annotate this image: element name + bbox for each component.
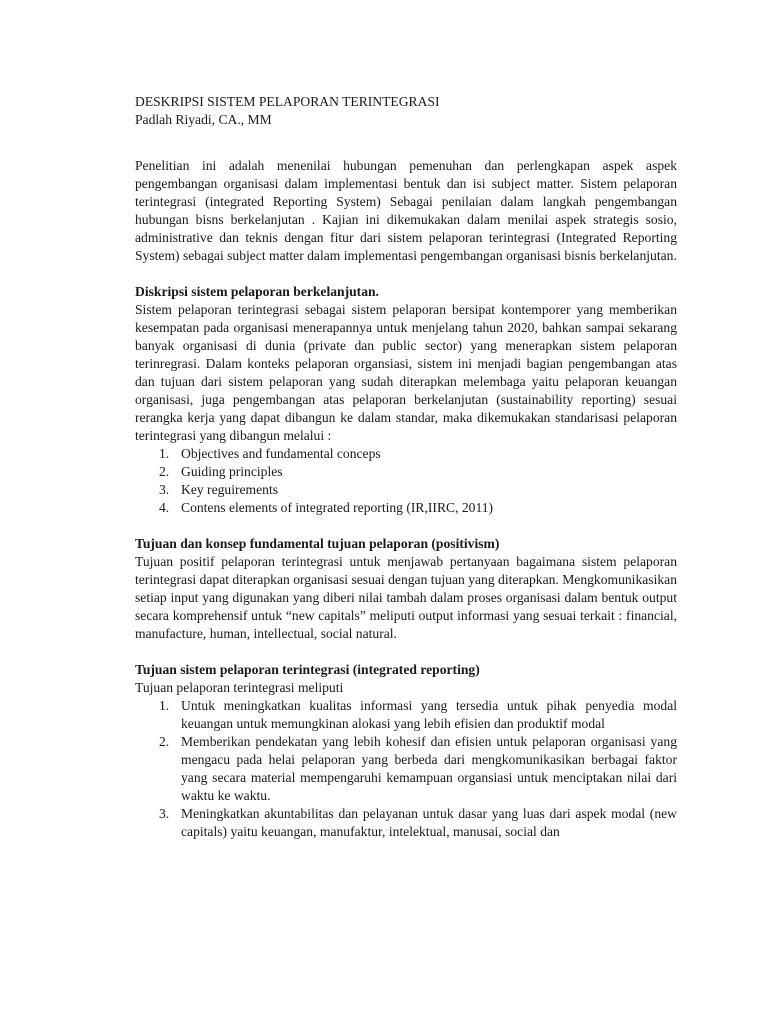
list-item bbox=[135, 733, 677, 805]
spacer bbox=[135, 265, 677, 283]
list-number: 1. bbox=[159, 446, 170, 461]
section-1-paragraph: Sistem pelaporan terintegrasi sebagai sistem pelaporan bersipat kontemporer yang memberikan kesempatan pada organisasi menerapannya untuk menjelang tahun 2020, bahkan sampai sekarang banyak organisasi di dunia (private dan public sector) yang menerapkan sistem pelaporan terinregrasi. Dalam konteks pelaporan organsiasi, sistem ini menjadi bagian pengembangan atas dan tujuan dari sistem pelaporan yang sudah diterapkan melembaga yaitu pelaporan keuangan organisasi, juga pengembangan atas pelaporan berkelanjutan (sustainability reporting) sesuai rerangka kerja yang dapat dibangun ke dalam standar, maka dikemukakan standarisasi pelaporan terintegrasi yang dibangun melalui : bbox=[135, 302, 677, 443]
list-item-text: Meningkatkan akuntabilitas dan pelayanan untuk dasar yang luas dari aspek modal (new capitals) yaitu keuangan, manufaktur, intelektual, manusai, social dan bbox=[181, 806, 677, 839]
spacer bbox=[135, 643, 677, 661]
list-number: 3. bbox=[159, 482, 170, 497]
section-3-lead: Tujuan pelaporan terintegrasi meliputi bbox=[135, 680, 344, 695]
section-1-list bbox=[135, 445, 677, 517]
section-heading-1: Diskripsi sistem pelaporan berkelanjutan. bbox=[135, 284, 379, 299]
list-item-text: Objectives and fundamental conceps bbox=[181, 446, 381, 461]
spacer bbox=[135, 129, 677, 157]
list-item-text: Untuk meningkatkan kualitas informasi yang tersedia untuk pihak penyedia modal keuangan untuk memungkinan alokasi yang lebih efisien dan produktif modal bbox=[181, 698, 677, 731]
section-heading-2: Tujuan dan konsep fundamental tujuan pelaporan (positivism) bbox=[135, 536, 500, 551]
section-2-paragraph: Tujuan positif pelaporan terintegrasi untuk menjawab pertanyaan bagaimana sistem pelaporan terintegrasi dapat diterapkan organisasi sesuai dengan tujuan yang diterapkan. Mengkomunikasikan setiap input yang digunakan yang diberi nilai tambah dalam proses organisasi dalam bentuk output secara komprehensif untuk “new capitals” meliputi output informasi yang sesuai terkait : financial, manufacture, human, intellectual, social natural. bbox=[135, 554, 677, 641]
list-item bbox=[135, 445, 677, 463]
section-3-list bbox=[135, 697, 677, 841]
list-item bbox=[135, 463, 677, 481]
document-author: Padlah Riyadi, CA., MM bbox=[135, 112, 272, 127]
list-item-text: Guiding principles bbox=[181, 464, 283, 479]
list-number: 2. bbox=[159, 464, 170, 479]
list-item-text: Memberikan pendekatan yang lebih kohesif dan efisien untuk pelaporan organisasi yang mengacu pada helai pelaporan yang berbeda dari mengkomunikasikan berbagai faktor yang secara material mempengaruhi kemampuan organsiasi untuk menciptakan nilai dari waktu ke waktu. bbox=[181, 734, 677, 803]
document-body bbox=[135, 93, 677, 841]
list-item bbox=[135, 481, 677, 499]
list-item bbox=[135, 805, 677, 841]
spacer bbox=[135, 517, 677, 535]
intro-paragraph: Penelitian ini adalah menenilai hubungan pemenuhan dan perlengkapan aspek aspek pengembangan organisasi dalam implementasi bentuk dan isi subject matter. Sistem pelaporan terintegrasi (integrated Reporting System) Sebagai penilaian dalam langkah pengembangan hubungan bisns berkelanjutan . Kajian ini dikemukakan dalam menilai aspek strategis sosio, administrative dan teknis dengan fitur dari sistem pelaporan terintegrasi (Integrated Reporting System) sebagai subject matter dalam implementasi pengembangan organisasi bisnis berkelanjutan. bbox=[135, 158, 677, 263]
document-title: DESKRIPSI SISTEM PELAPORAN TERINTEGRASI bbox=[135, 94, 440, 109]
list-number: 1. bbox=[159, 698, 170, 713]
list-number: 4. bbox=[159, 500, 170, 515]
section-heading-3: Tujuan sistem pelaporan terintegrasi (integrated reporting) bbox=[135, 662, 480, 677]
list-item-text: Key reguirements bbox=[181, 482, 279, 497]
list-item bbox=[135, 499, 677, 517]
list-item-text: Contens elements of integrated reporting (IR,IIRC, 2011) bbox=[181, 500, 494, 515]
list-number: 3. bbox=[159, 806, 170, 821]
list-number: 2. bbox=[159, 734, 170, 749]
list-item bbox=[135, 697, 677, 733]
